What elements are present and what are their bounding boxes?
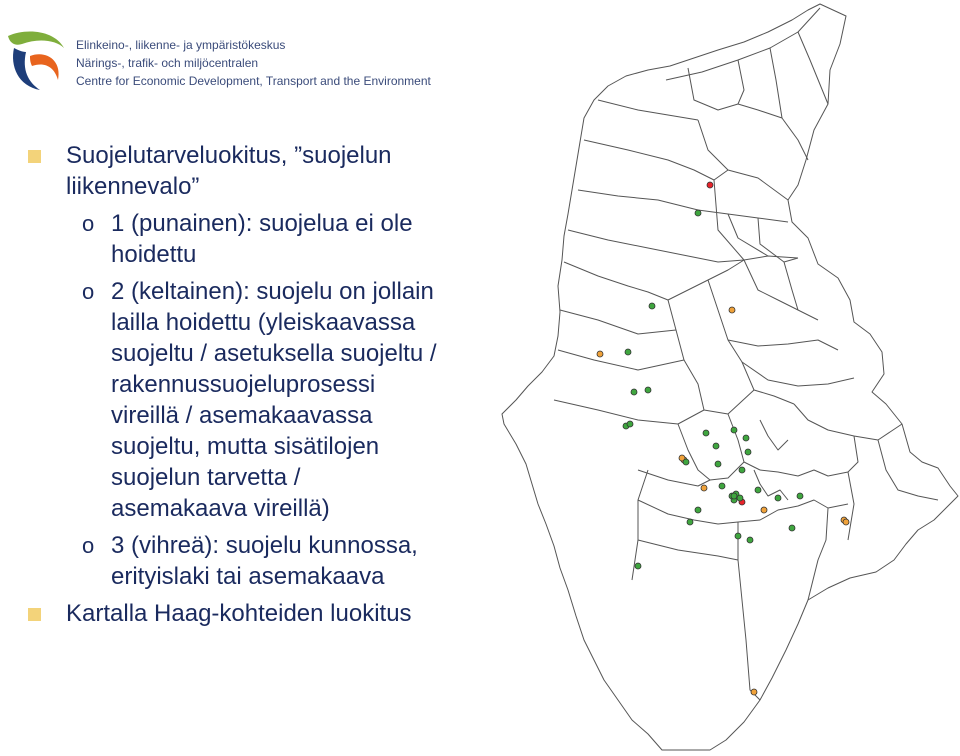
- site-marker-yellow: [597, 351, 603, 357]
- site-marker-green: [695, 507, 701, 513]
- sub-bullet-yellow-line: suojelun tarvetta /: [111, 464, 301, 491]
- region-map: [498, 0, 960, 751]
- sub-bullet-green-line: 3 (vihreä): suojelu kunnossa,: [111, 532, 418, 559]
- sub-bullet-yellow-line: lailla hoidettu (yleiskaavassa: [111, 309, 416, 336]
- org-name-sv: Närings-, trafik- och miljöcentralen: [76, 56, 259, 70]
- logo-green-swoosh: [8, 32, 64, 48]
- sub-bullet-red: [28, 208, 548, 270]
- site-marker-green: [683, 459, 689, 465]
- bullet-map-note: [28, 598, 548, 629]
- sub-bullet-marker: o: [82, 211, 95, 236]
- site-marker-red: [707, 182, 713, 188]
- sub-bullet-yellow-line: 2 (keltainen): suojelu on jollain: [111, 278, 434, 305]
- org-name-block: [76, 36, 431, 90]
- municipality-map-svg: [498, 0, 960, 751]
- site-marker-green: [627, 421, 633, 427]
- site-marker-yellow: [843, 519, 849, 525]
- sub-bullet-yellow: [28, 276, 548, 524]
- sub-bullet-yellow-line: suojeltu / asetuksella suojeltu /: [111, 340, 437, 367]
- site-marker-green: [731, 427, 737, 433]
- sub-bullet-yellow-line: asemakaava vireillä): [111, 495, 330, 522]
- sub-bullet-red-line: 1 (punainen): suojelua ei ole: [111, 210, 413, 237]
- site-marker-green: [789, 525, 795, 531]
- site-marker-green: [719, 483, 725, 489]
- site-marker-green: [631, 389, 637, 395]
- sub-bullet-green: [28, 530, 548, 592]
- site-marker-green: [713, 443, 719, 449]
- bullet-map-note-line: Kartalla Haag-kohteiden luokitus: [66, 600, 412, 627]
- bullet-list: [28, 140, 548, 635]
- site-marker-green: [745, 449, 751, 455]
- sub-bullet-yellow-line: suojeltu, mutta sisätilojen: [111, 433, 380, 460]
- sub-bullet-marker: o: [82, 533, 95, 558]
- site-marker-green: [731, 493, 737, 499]
- site-marker-green: [695, 210, 701, 216]
- bullet-classification-line: liikennevalo”: [66, 173, 200, 200]
- site-marker-yellow: [761, 507, 767, 513]
- map-outline: [502, 4, 958, 750]
- logo-white-shape: [34, 70, 50, 84]
- site-marker-green: [703, 430, 709, 436]
- bullet-square-icon: [28, 150, 41, 163]
- site-marker-green: [739, 467, 745, 473]
- site-marker-green: [775, 495, 781, 501]
- site-marker-green: [797, 493, 803, 499]
- sub-bullet-yellow-line: vireillä / asemakaavassa: [111, 402, 373, 429]
- sub-bullet-yellow-line: rakennussuojeluprosessi: [111, 371, 376, 398]
- site-marker-green: [635, 563, 641, 569]
- site-marker-green: [687, 519, 693, 525]
- org-name-fi: Elinkeino-, liikenne- ja ympäristökeskus: [76, 38, 286, 52]
- ely-logo: [4, 26, 68, 92]
- bullet-classification: [28, 140, 548, 202]
- site-marker-green: [737, 495, 743, 501]
- sub-bullet-green-line: erityislaki tai asemakaava: [111, 563, 385, 590]
- org-name-en: Centre for Economic Development, Transport and the Environment: [76, 74, 431, 88]
- site-marker-yellow: [729, 307, 735, 313]
- logo-blue-shape: [13, 48, 40, 90]
- site-marker-green: [625, 349, 631, 355]
- site-marker-green: [645, 387, 651, 393]
- site-marker-green: [715, 461, 721, 467]
- sub-bullet-marker: o: [82, 279, 95, 304]
- site-marker-green: [755, 487, 761, 493]
- site-marker-green: [649, 303, 655, 309]
- site-marker-yellow: [751, 689, 757, 695]
- bullet-classification-line: Suojelutarveluokitus, ”suojelun: [66, 142, 392, 169]
- sub-bullet-red-line: hoidettu: [111, 241, 197, 268]
- bullet-square-icon: [28, 608, 41, 621]
- site-marker-green: [743, 435, 749, 441]
- site-marker-yellow: [701, 485, 707, 491]
- site-marker-green: [747, 537, 753, 543]
- site-marker-green: [735, 533, 741, 539]
